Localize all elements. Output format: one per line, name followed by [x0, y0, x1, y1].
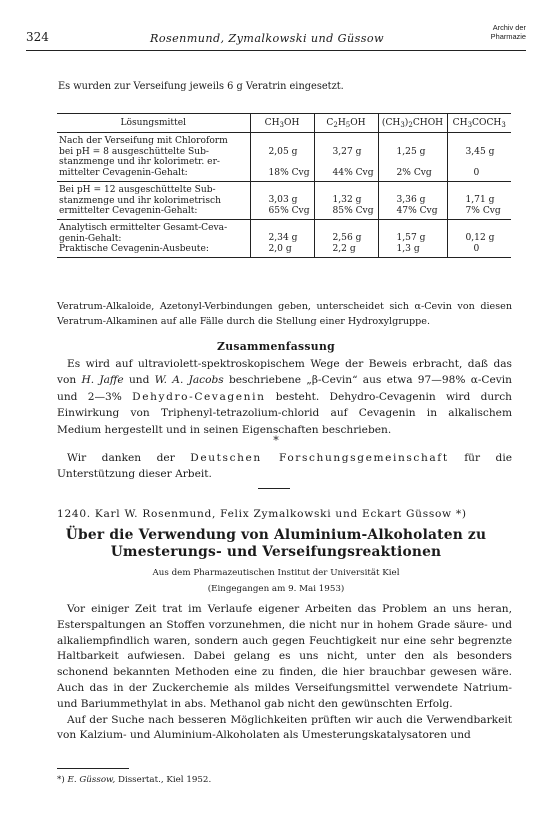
body-paragraph: Vor einiger Zeit trat im Verlaufe eigener Arbeiten das Problem an uns heran, Esterspaltungen an Stoffen vorzunehmen, die nicht nur in hohem Grade säure- und alkaliempfindlich waren, sondern auch gegen Feuchtigkeit nur eine sehr begrenzte Haltbarkeit aufwiesen. Dabei gelang es uns nicht, unter den als besonders schonend bekannten Methoden eine zu finden, die hier brauchbar gewesen wäre. Auch das in der Zuckerchemie als mildes Verseifungsmittel verwendete Natrium- und Bariummethylat in abs. Methanol gab nicht den gewünschten Erfolg.	[57, 603, 512, 710]
label-line: Nach der Verseifung mit Chloroform	[59, 136, 228, 146]
footnote-mark: *)	[57, 775, 68, 785]
label-line: genin-Gehalt:	[59, 233, 122, 244]
table-cell	[447, 133, 511, 182]
row-label	[57, 181, 250, 219]
text-run: Es wird auf ultraviolett-spektroskopischem Wege der Beweis erbracht, daß das von	[57, 358, 512, 387]
table-cell	[250, 133, 314, 182]
table-cell	[314, 181, 378, 219]
label-line: Bei pH = 12 ausgeschüttelte Sub-	[59, 184, 216, 195]
results-table	[57, 113, 511, 258]
cell-value: 2% Cvg	[396, 167, 432, 178]
footnote-author: E. Güssow,	[67, 775, 116, 785]
institute: Aus dem Pharmazeutischen Institut der Universität Kiel	[152, 568, 400, 578]
cell-value: 0	[473, 167, 480, 178]
cell-value: 7% Cvg	[465, 205, 501, 216]
cell-value: 3,03 g	[268, 194, 298, 205]
table-cell	[314, 219, 378, 257]
cell-value: 2,56 g	[332, 232, 362, 243]
cell-value: 3,45 g	[465, 147, 495, 157]
text-run: und	[123, 374, 155, 387]
cell-value: 44% Cvg	[332, 167, 374, 178]
label-line: mittelter Cevagenin-Gehalt:	[59, 168, 188, 179]
label-line: stanzmenge und ihr kolorimetr. er-	[59, 157, 220, 168]
col-header-solvent: Lösungsmittel	[57, 114, 250, 133]
body-paragraph: Auf der Suche nach besseren Möglichkeiten prüften wir auch die Verwendbarkeit von Kalzium- und Aluminium-Alkoholaten als Umesterungskatalysatoren und	[57, 713, 512, 742]
label-line: stanzmenge und ihr kolorimetrisch	[59, 195, 221, 206]
text-run: besteht. Dehydro-Cevagenin wird durch Einwirkung von Triphenyl-tetrazolium-chlorid auf Cevagenin in alkalischem Medium hergestellt und in seinen Eigenschaften beschrieben.	[57, 390, 512, 436]
author-name: W. A. Jacobs	[154, 374, 224, 387]
table-cell	[447, 181, 511, 219]
label-line: Praktische Cevagenin-Ausbeute:	[59, 244, 209, 255]
table-header-row	[57, 114, 511, 133]
title-line: Umesterungs- und Verseifungsreaktionen	[110, 544, 442, 560]
table-cell	[250, 181, 314, 219]
spaced-term: Dehydro-Cevagenin	[132, 390, 266, 403]
table-cell	[447, 219, 511, 257]
summary-paragraph	[57, 356, 512, 438]
cell-value: 2,34 g	[268, 232, 298, 243]
article-authors: 1240. Karl W. Rosenmund, Felix Zymalkowski und Eckart Güssow *)	[57, 508, 467, 520]
cell-value: 47% Cvg	[396, 205, 438, 216]
text-run: beschriebene „β-Cevin“ aus etwa 97—98% α-Cevin und 2—3%	[57, 374, 513, 403]
cell-value: 1,32 g	[332, 194, 362, 205]
table-cell	[378, 133, 447, 182]
author-name: H. Jaffe	[81, 374, 124, 387]
cell-value: 85% Cvg	[332, 205, 374, 216]
title-line: Über die Verwendung von Aluminium-Alkoholaten zu	[65, 527, 487, 543]
cell-value: 65% Cvg	[268, 205, 310, 216]
received-date: (Eingegangen am 9. Mai 1953)	[207, 584, 345, 594]
article-title	[0, 527, 552, 561]
cell-value: 1,25 g	[396, 147, 426, 157]
col-header-isopropanol: $(CH_3)_2CHOH$	[378, 114, 447, 133]
label-line: bei pH = 8 ausgeschüttelte Sub-	[59, 146, 209, 157]
row-label	[57, 219, 250, 257]
cell-value: 0	[473, 243, 480, 254]
separator-dash	[258, 488, 290, 489]
text-run: Wir danken der	[67, 452, 191, 464]
table-cell	[314, 133, 378, 182]
col-header-methanol: $CH_3OH$	[250, 114, 314, 133]
acknowledgement	[57, 450, 512, 482]
running-title: Rosenmund, Zymalkowski und Güssow	[150, 32, 384, 45]
cell-value: 1,3 g	[396, 243, 420, 254]
header-rule	[26, 50, 526, 51]
cell-value: 1,57 g	[396, 232, 426, 243]
journal-name	[491, 23, 526, 41]
label-line: ermittelter Cevagenin-Gehalt:	[59, 206, 198, 217]
cell-value: 18% Cvg	[268, 167, 310, 178]
article-body	[57, 602, 512, 744]
cell-value: 3,27 g	[332, 147, 362, 157]
cell-value: 3,36 g	[396, 194, 426, 205]
table-cell	[250, 219, 314, 257]
col-header-ethanol: $C_2H_5OH$	[314, 114, 378, 133]
text-run: für die Unterstützung dieser Arbeit.	[57, 452, 512, 480]
summary-heading: Zusammenfassung	[217, 340, 335, 353]
row-label	[57, 133, 250, 182]
section-asterisk: *	[273, 434, 279, 447]
footnote-text: Dissertat., Kiel 1952.	[115, 775, 212, 785]
cell-value: 0,12 g	[465, 232, 495, 243]
cell-value: 2,2 g	[332, 243, 356, 254]
col-header-acetone: $CH_3COCH_3$	[447, 114, 511, 133]
table-row	[57, 219, 511, 257]
page-number: 324	[26, 30, 49, 44]
after-table-paragraph: Veratrum-Alkaloide, Azetonyl-Verbindungen geben, unterscheidet sich α-Cevin von diesen Veratrum-Alkaminen auf alle Fälle durch die Stellung einer Hydroxylgruppe.	[57, 301, 512, 327]
cell-value: 1,71 g	[465, 194, 495, 205]
table-cell	[378, 219, 447, 257]
journal-name-line1: Archiv der	[492, 23, 526, 32]
journal-name-line2: Pharmazie	[490, 32, 526, 41]
cell-value: 2,05 g	[268, 147, 298, 157]
table-cell	[378, 181, 447, 219]
footnote	[57, 775, 211, 785]
cell-value: 2,0 g	[268, 243, 292, 254]
table-row	[57, 181, 511, 219]
table-row	[57, 133, 511, 182]
footnote-rule	[57, 768, 129, 769]
spaced-term: Deutschen Forschungsgemeinschaft	[190, 452, 449, 464]
label-line: Analytisch ermittelter Gesamt-Ceva-	[59, 222, 228, 233]
table-intro: Es wurden zur Verseifung jeweils 6 g Veratrin eingesetzt.	[58, 81, 344, 92]
